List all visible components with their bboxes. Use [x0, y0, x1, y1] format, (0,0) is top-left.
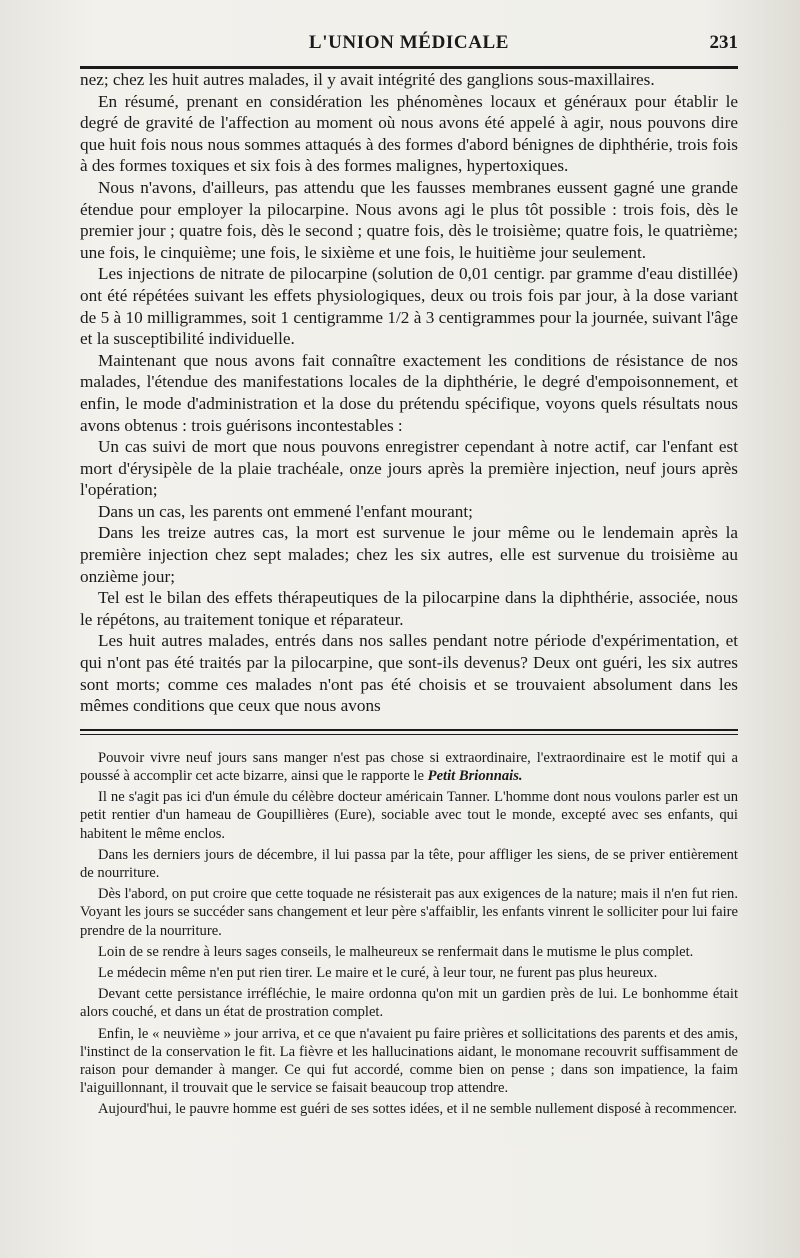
note-paragraph: Aujourd'hui, le pauvre homme est guéri de ses sottes idées, et il ne semble nullement disposé à recommencer. [98, 1101, 737, 1118]
note-paragraph: Loin de se rendre à leurs sages conseils, le malheureux se renfermait dans le mutisme le plus complet. [98, 943, 694, 960]
paragraph: Les huit autres malades, entrés dans nos salles pendant notre période d'expérimentation, et qui n'ont pas été traités par la pilocarpine, que sont-ils devenus? Deux ont guéri, les six autres sont morts; comme ces malades n'ont pas été choisis et se trouvaient absolument dans les mêmes conditions que ceux que nous avons [80, 631, 738, 716]
note-paragraph: Il ne s'agit pas ici d'un émule du célèbre docteur américain Tanner. L'homme dont nous voulons parler est un petit rentier d'un hameau de Goupillières (Eure), sociable avec tout le monde, excepté avec ses enfants, qui habitent le même enclos. [80, 789, 738, 842]
running-header [80, 22, 738, 56]
paragraph: Tel est le bilan des effets thérapeutiques de la pilocarpine dans la diphthérie, associée, nous le répétons, au traitement tonique et réparateur. [80, 588, 738, 629]
journal-title: L'UNION MÉDICALE [308, 32, 510, 53]
feuilleton-notes [80, 749, 738, 1119]
paragraph: Dans les treize autres cas, la mort est survenue le jour même ou le lendemain après la première injection chez sept malades; chez les six autres, elle est survenue du troisième au onzième jour; [80, 523, 738, 586]
paragraph: Nous n'avons, d'ailleurs, pas attendu que les fausses membranes eussent gagné une grande étendue pour employer la pilocarpine. Nous avons agi le plus tôt possible : trois fois, dès le premier jour ; quatre fois, dès le second ; quatre fois, dès le troisième; quatre fois, le quatrième; une fois, le cinquième; une fois, le sixième et une fois, le huitième jour seulement. [80, 177, 738, 262]
paragraph: Un cas suivi de mort que nous pouvons enregistrer cependant à notre actif, car l'enfant est mort d'érysipèle de la plaie trachéale, onze jours après la première injection, neuf jours après l'opération; [80, 437, 738, 500]
paragraph: Maintenant que nous avons fait connaître exactement les conditions de résistance de nos malades, l'étendue des manifestations locales de la diphthérie, le degré d'empoisonnement, et enfin, le mode d'administration et la dose du prétendu spécifique, voyons quels résultats nous avons obtenus : trois guérisons incontestables : [80, 350, 738, 435]
source-name: Petit Brionnais. [427, 768, 523, 785]
note-paragraph: Dans les derniers jours de décembre, il lui passa par la tête, pour affliger les siens, de se priver entièrement de nourriture. [80, 846, 738, 882]
note-paragraph: Enfin, le « neuvième » jour arriva, et ce que n'avaient pu faire prières et sollicitations des parents et des amis, l'instinct de la conservation le fit. La fièvre et les hallucinations aidant, le monomane recouvrit suffisamment de raison pour demander à manger. Ce qui fut accordé, comme bien on pense ; dans son impatience, la faim l'aiguillonnant, il trouvait que le service se faisait beaucoup trop attendre. [80, 1025, 738, 1097]
note-paragraph [80, 749, 738, 785]
note-paragraph: Devant cette persistance irréfléchie, le maire ordonna qu'on mit un gardien près de lui. Le bonhomme était alors couché, et dans un état de prostration complet. [80, 986, 738, 1021]
paragraph: nez; chez les huit autres malades, il y avait intégrité des ganglions sous-maxillaires. [80, 70, 655, 89]
section-separator [80, 729, 738, 735]
note-paragraph: Dès l'abord, on put croire que cette toquade ne résisterait pas aux exigences de la nature; mais il n'en fut rien. Voyant les jours se succéder sans changement et leur père s'affaiblir, les enfants vinrent le solliciter pour lui faire prendre de la nourriture. [80, 886, 738, 939]
note-text: Pouvoir vivre neuf jours sans manger n'est pas chose si extraordinaire, l'extraordinaire est le motif qui a poussé à accomplir cet acte bizarre, ainsi que le rapporte le [80, 749, 738, 785]
note-paragraph: Le médecin même n'en put rien tirer. Le maire et le curé, à leur tour, ne furent pas plus heureux. [98, 965, 658, 982]
paragraph: En résumé, prenant en considération les phénomènes locaux et généraux pour établir le degré de gravité de l'affection au moment où nous avons été appelé à agir, nous pouvons dire que huit fois nous nous sommes attaqués à des formes d'abord bénignes de diphthérie, trois fois à des formes toxiques et six fois à des formes malignes, hypertoxiques. [80, 91, 738, 176]
paragraph: Les injections de nitrate de pilocarpine (solution de 0,01 centigr. par gramme d'eau distillée) ont été répétées suivant les effets physiologiques, deux ou trois fois par jour, à la dose variant de 5 à 10 milligrammes, soit 1 centigramme 1/2 à 3 centigrammes pour la journée, suivant l'âge et la susceptibilité individuelle. [80, 264, 738, 349]
paragraph: Dans un cas, les parents ont emmené l'enfant mourant; [98, 501, 473, 521]
page-number: 231 [709, 32, 738, 53]
main-text [80, 69, 738, 717]
